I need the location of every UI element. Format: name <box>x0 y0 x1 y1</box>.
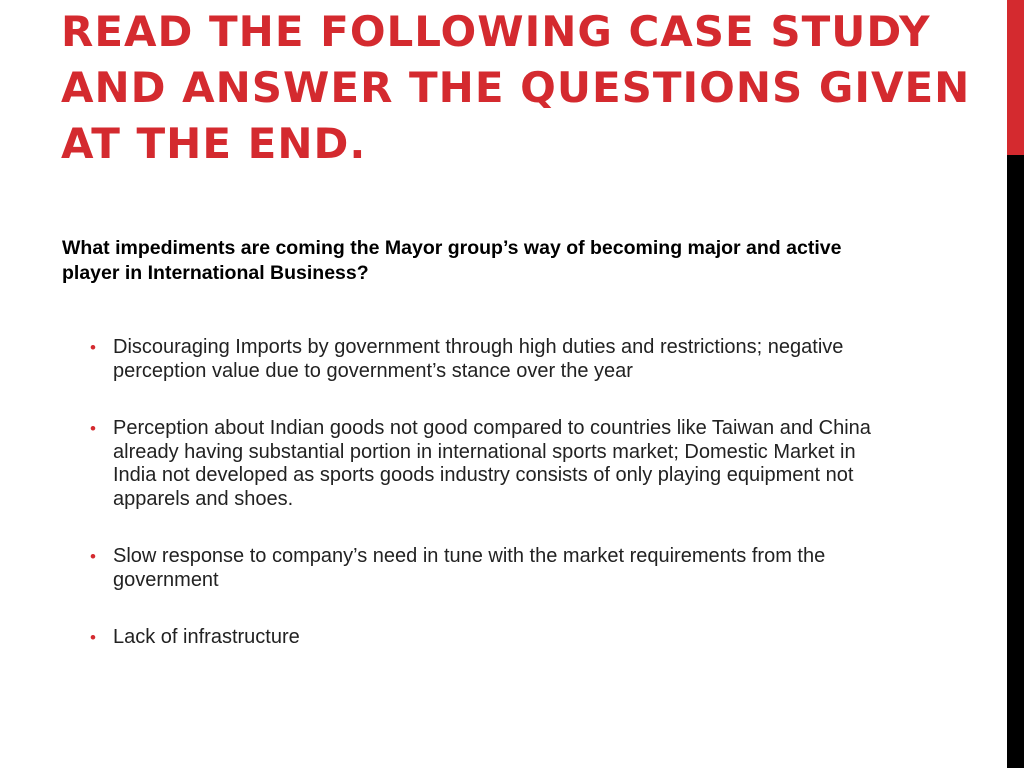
question-heading: What impediments are coming the Mayor group’s way of becoming major and active player in International Business? <box>62 237 842 284</box>
bullet-item <box>90 417 890 511</box>
accent-bar-black <box>1007 155 1024 768</box>
slide-title: READ THE FOLLOWING CASE STUDY AND ANSWER THE QUESTIONS GIVEN AT THE END. <box>61 7 971 168</box>
bullet-text: Slow response to company’s need in tune with the market requirements from the government <box>113 545 826 591</box>
bullet-dot-icon: • <box>90 419 96 438</box>
bullet-dot-icon: • <box>90 338 96 357</box>
bullet-item <box>90 545 890 592</box>
bullet-list <box>90 336 890 684</box>
bullet-dot-icon: • <box>90 547 96 566</box>
bullet-item <box>90 626 890 650</box>
bullet-text: Discouraging Imports by government through high duties and restrictions; negative perception value due to government’s stance over the year <box>113 336 844 382</box>
bullet-dot-icon: • <box>90 628 96 647</box>
bullet-text: Perception about Indian goods not good compared to countries like Taiwan and China already having substantial portion in international sports market; Domestic Market in India not developed as sports goods industry consists of only playing equipment not apparels and shoes. <box>113 417 871 510</box>
bullet-item <box>90 336 890 383</box>
bullet-text: Lack of infrastructure <box>113 626 300 648</box>
accent-bar-red <box>1007 0 1024 155</box>
